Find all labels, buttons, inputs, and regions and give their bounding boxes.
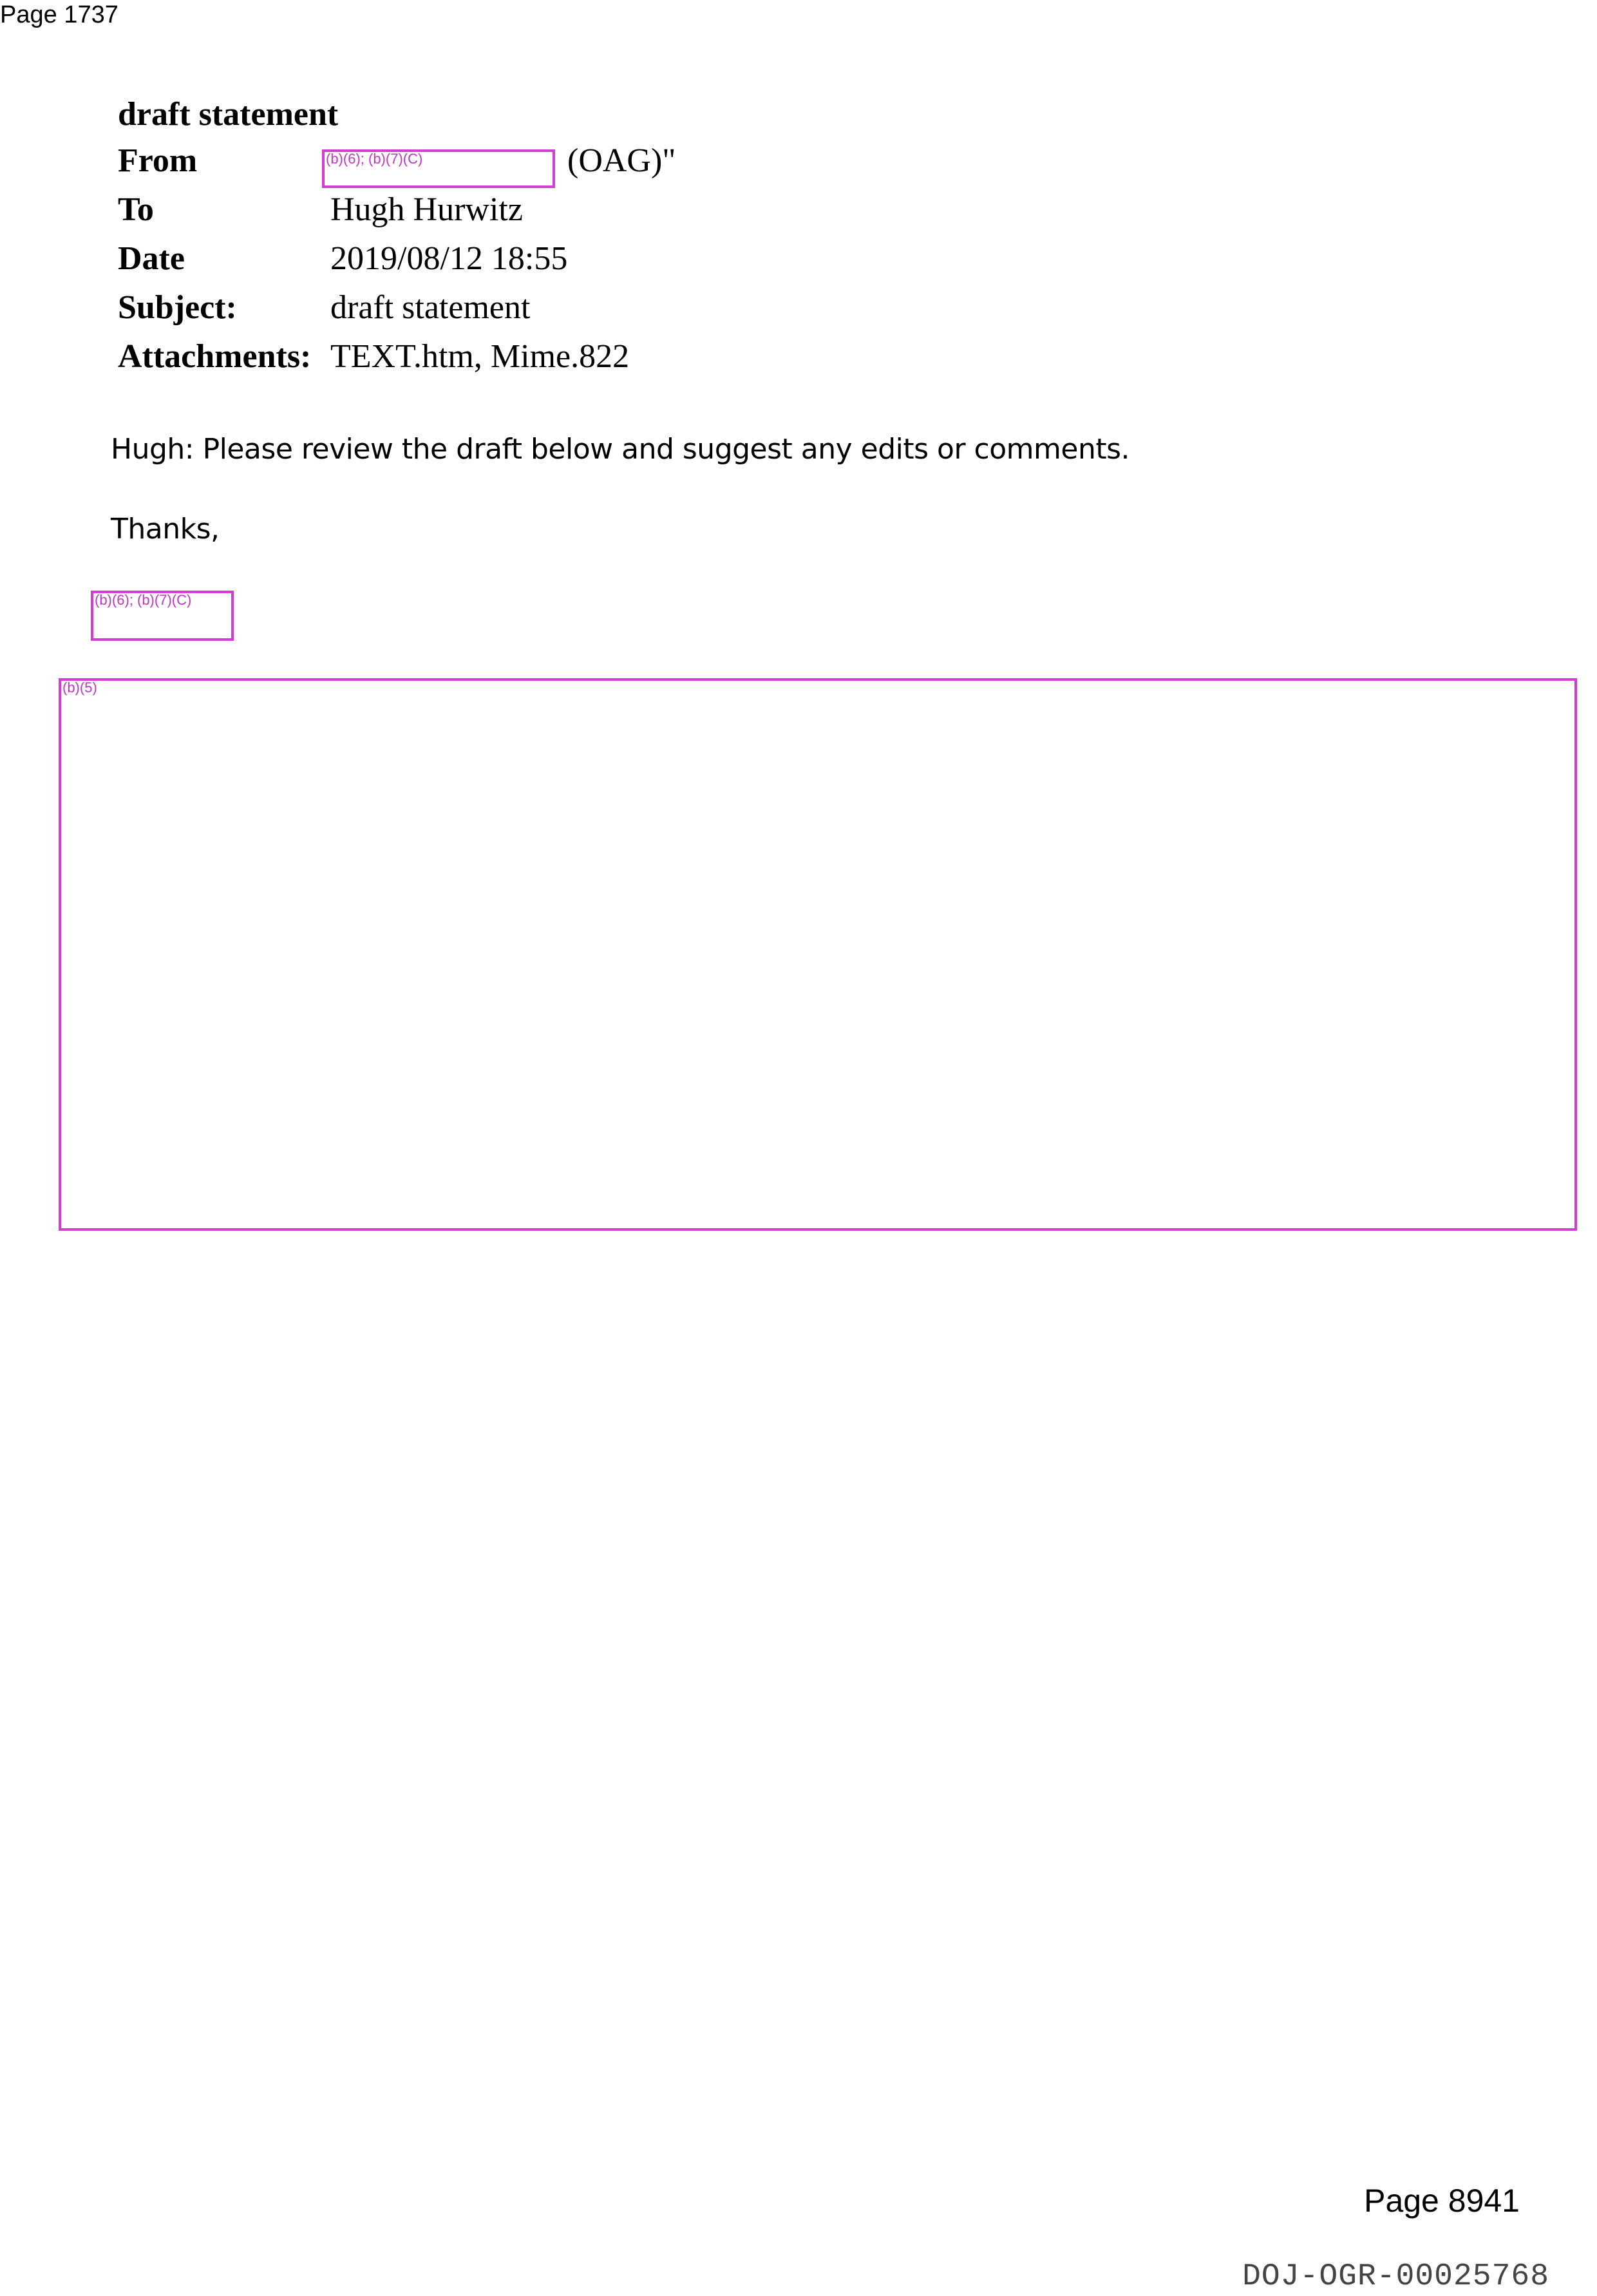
attachments-value: TEXT.htm, Mime.822: [330, 337, 630, 375]
attachments-row: [118, 332, 676, 381]
signature-redaction-box: [91, 591, 234, 641]
from-label: From: [118, 142, 198, 179]
date-label: Date: [118, 240, 185, 277]
page-number-top: Page 1737: [0, 1, 118, 28]
bates-number: DOJ-OGR-00025768: [1242, 2259, 1549, 2294]
date-value: 2019/08/12 18:55: [330, 240, 568, 277]
attachments-label: Attachments:: [118, 337, 312, 375]
redaction-code: (b)(6); (b)(7)(C): [326, 151, 423, 167]
subject-value: draft statement: [330, 289, 531, 326]
redaction-code: (b)(6); (b)(7)(C): [95, 592, 192, 608]
redaction-code: (b)(5): [62, 679, 97, 696]
to-row: [118, 185, 676, 234]
draft-redaction-box: [59, 678, 1577, 1231]
to-label: To: [118, 191, 154, 228]
page-number-bottom: Page 8941: [1364, 2183, 1520, 2219]
to-value: Hugh Hurwitz: [330, 191, 523, 228]
email-header: [118, 95, 676, 381]
email-title: draft statement: [118, 96, 339, 133]
body-line-request: Hugh: Please review the draft below and suggest any edits or comments.: [111, 433, 1129, 466]
from-suffix: (OAG)": [567, 142, 676, 179]
from-redaction-box: [322, 149, 555, 188]
subject-row: [118, 283, 676, 332]
subject-label: Subject:: [118, 289, 237, 326]
date-row: [118, 234, 676, 283]
body-line-thanks: Thanks,: [111, 513, 220, 546]
